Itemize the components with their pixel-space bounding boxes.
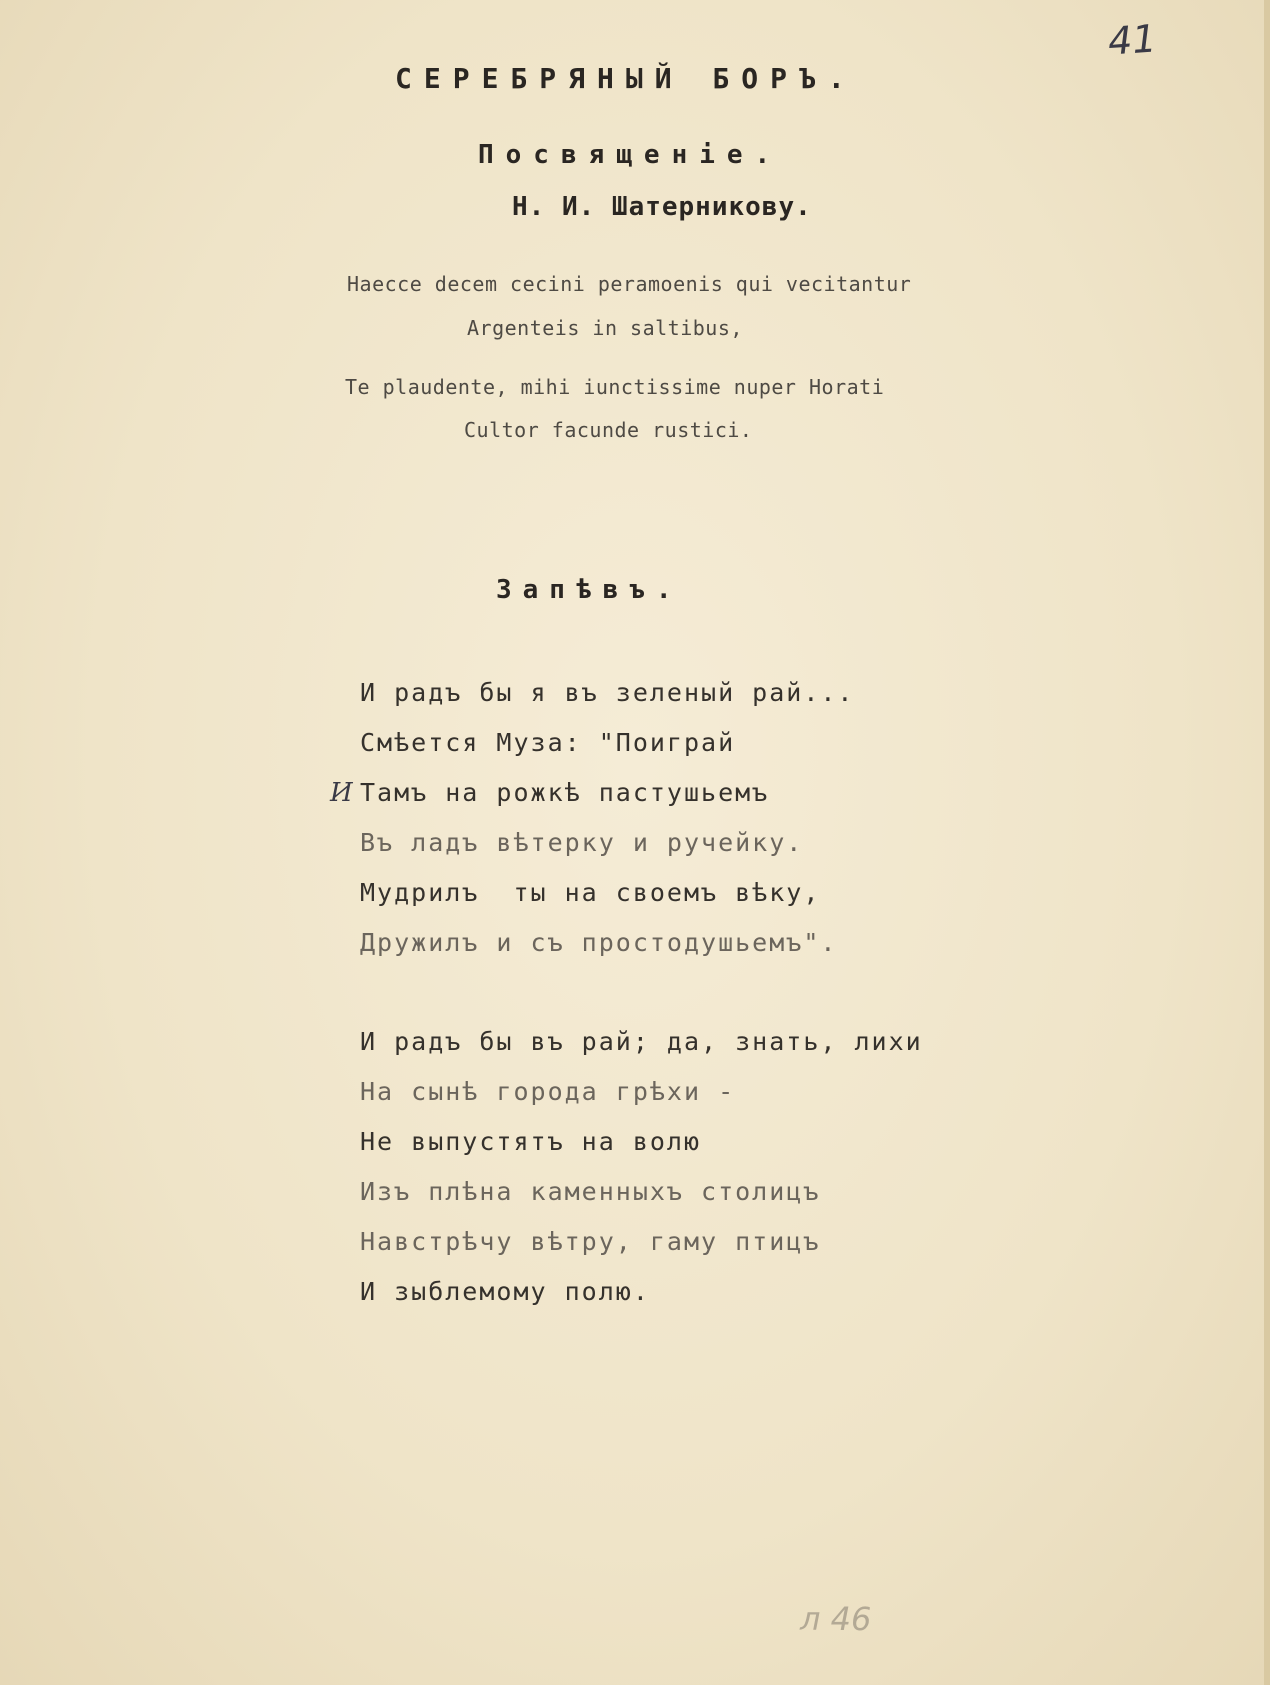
verse-line: Въ ладъ вѣтерку и ручейку.: [360, 828, 804, 857]
verse-line: Тамъ на рожкѣ пастушьемъ: [360, 778, 770, 807]
handwritten-margin-note: И: [330, 778, 353, 808]
handwritten-page-number: 41: [1106, 16, 1158, 64]
faint-archive-mark: л 46: [800, 1600, 872, 1638]
latin-epigraph-line: Haecce decem cecini peramoenis qui vecitantur: [347, 272, 912, 296]
poem-cycle-title: СЕРЕБРЯНЫЙ БОРЪ.: [395, 62, 857, 95]
verse-line: Мудрилъ ты на своемъ вѣку,: [360, 878, 821, 907]
verse-line: И зыблемому полю.: [360, 1277, 650, 1306]
section-heading: Запѣвъ.: [496, 575, 683, 605]
verse-line: Смѣется Муза: "Поиграй: [360, 728, 736, 757]
verse-line: Навстрѣчу вѣтру, гаму птицъ: [360, 1227, 821, 1256]
latin-epigraph-line: Cultor facunde rustici.: [464, 418, 753, 442]
dedication-heading: Посвященіе.: [478, 140, 783, 170]
page-edge: [1264, 0, 1270, 1685]
verse-line: На сынѣ города грѣхи -: [360, 1077, 736, 1106]
latin-epigraph-line: Argenteis in saltibus,: [467, 316, 743, 340]
verse-line: И радъ бы я въ зеленый рай...: [360, 678, 855, 707]
latin-epigraph-line: Te plaudente, mihi iunctissime nuper Horati: [345, 375, 885, 399]
verse-line: И радъ бы въ рай; да, знать, лихи: [360, 1027, 923, 1056]
verse-line: Изъ плѣна каменныхъ столицъ: [360, 1177, 821, 1206]
verse-line: Дружилъ и съ простодушьемъ".: [360, 928, 838, 957]
dedicatee-name: Н. И. Шатерникову.: [512, 192, 812, 222]
verse-line: Не выпустятъ на волю: [360, 1127, 702, 1156]
